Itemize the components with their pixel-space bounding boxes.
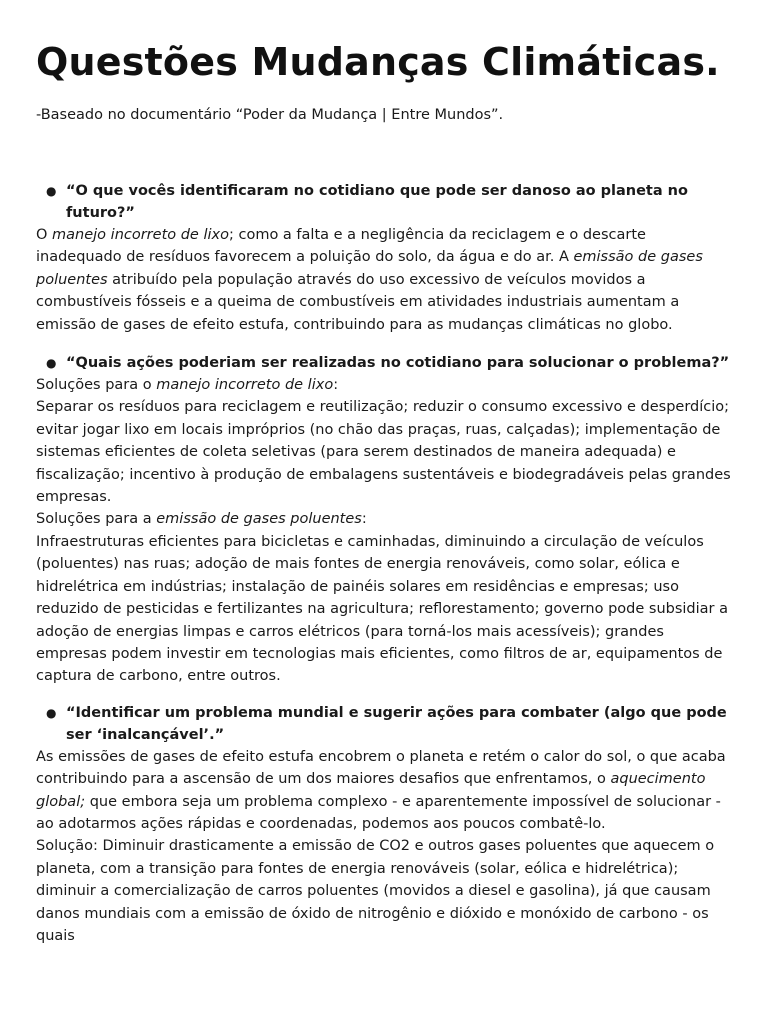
document-title: Questões Mudanças Climáticas.	[36, 40, 720, 84]
solutions-gases-lead: Soluções para a	[36, 511, 157, 528]
solutions-waste-tail: :	[333, 377, 339, 394]
solutions-gases-tail: :	[361, 511, 367, 528]
answer-1-lead: O	[36, 227, 53, 243]
solution-paragraph: Solução: Diminuir drasticamente a emissão de CO2 e outros gases poluentes que aquecem o planeta, com a transição para fontes de energia renováveis (solar, eólica e hidrelétrica); diminuir a comercialização de carros poluentes (movidos a diesel e gasolina), já que causam danos mundiais com a emissão de óxido de nitrogênio e dióxido e monóxido de carbono - os quais	[36, 838, 715, 944]
document-page	[36, 36, 736, 947]
answer-1-mid: ; como a falta e a negligência da reciclagem e o descarte inadequado de resíduos favorecem a poluição do solo, da água e do ar. A	[36, 227, 646, 266]
question-2	[36, 352, 736, 374]
solutions-waste-paragraph: Separar os resíduos para reciclagem e reutilização; reduzir o consumo excessivo e desperdício; evitar jogar lixo em locais impróprios (no chão das praças, ruas, calçadas); implementação de sistemas eficientes de coleta seletivas (para serem destinados de maneira adequada) e fiscalização; incentivo à produção de embalagens sustentáveis e biodegradáveis pelas grandes empresas.	[36, 399, 731, 506]
question-3-text: “Identificar um problema mundial e sugerir ações para combater (algo que pode ser ‘inalcançável’.”	[66, 704, 727, 743]
question-1-text: “O que vocês identificaram no cotidiano que pode ser danoso ao planeta no futuro?”	[66, 183, 688, 221]
solutions-gases-heading	[36, 508, 736, 530]
solutions-gases-paragraph: Infraestruturas eficientes para bicicletas e caminhadas, diminuindo a circulação de veículos (poluentes) nas ruas; adoção de mais fontes de energia renováveis, como solar, eólica e hidrelétrica em indústrias; instalação de painéis solares em residências e empresas; uso reduzido de pesticidas e fertilizantes na agricultura; reflorestamento; governo pode subsidiar a adoção de energias limpas e carros elétricos (para torná-los mais acessíveis); grandes empresas podem investir em tecnologias mais eficientes, como filtros de ar, equipamentos de captura de carbono, entre outros.	[36, 533, 728, 685]
answer-1-term-waste: manejo incorreto de lixo	[52, 227, 229, 243]
answer-1-tail: atribuído pela população através do uso excessivo de veículos movidos a combustíveis fósseis e a queima de combustíveis em atividades industriais aumentam a emissão de gases de efeito estufa, contribuindo para as mudanças climáticas no globo.	[36, 271, 680, 333]
document-subtitle: -Baseado no documentário “Poder da Mudança | Entre Mundos”.	[36, 107, 504, 123]
solutions-waste-heading	[36, 374, 736, 396]
answer-3-tail: que embora seja um problema complexo - e aparentemente impossível de solucionar - ao adotarmos ações rápidas e coordenadas, podemos aos poucos combatê-lo.	[36, 793, 721, 832]
bullet-icon: ●	[46, 356, 57, 371]
question-1	[36, 180, 736, 224]
solutions-waste-lead: Soluções para o	[36, 377, 157, 394]
answer-3-lead: As emissões de gases de efeito estufa encobrem o planeta e retém o calor do sol, o que acaba contribuindo para a ascensão de um dos maiores desafios que enfrentamos, o	[36, 748, 726, 788]
bullet-icon: ●	[46, 705, 57, 720]
answer-3-paragraph	[36, 746, 736, 836]
question-2-text: “Quais ações poderiam ser realizadas no cotidiano para solucionar o problema?”	[66, 355, 730, 372]
answer-1-paragraph	[36, 224, 736, 336]
solutions-waste-term: manejo incorreto de lixo	[156, 377, 334, 394]
answer-3-term: aquecimento global;	[36, 771, 706, 810]
solutions-gases-term: emissão de gases poluentes	[156, 511, 362, 528]
answer-1-term-gases: emissão de gases poluentes	[36, 249, 703, 288]
question-3	[36, 702, 736, 746]
bullet-icon: ●	[46, 184, 57, 198]
